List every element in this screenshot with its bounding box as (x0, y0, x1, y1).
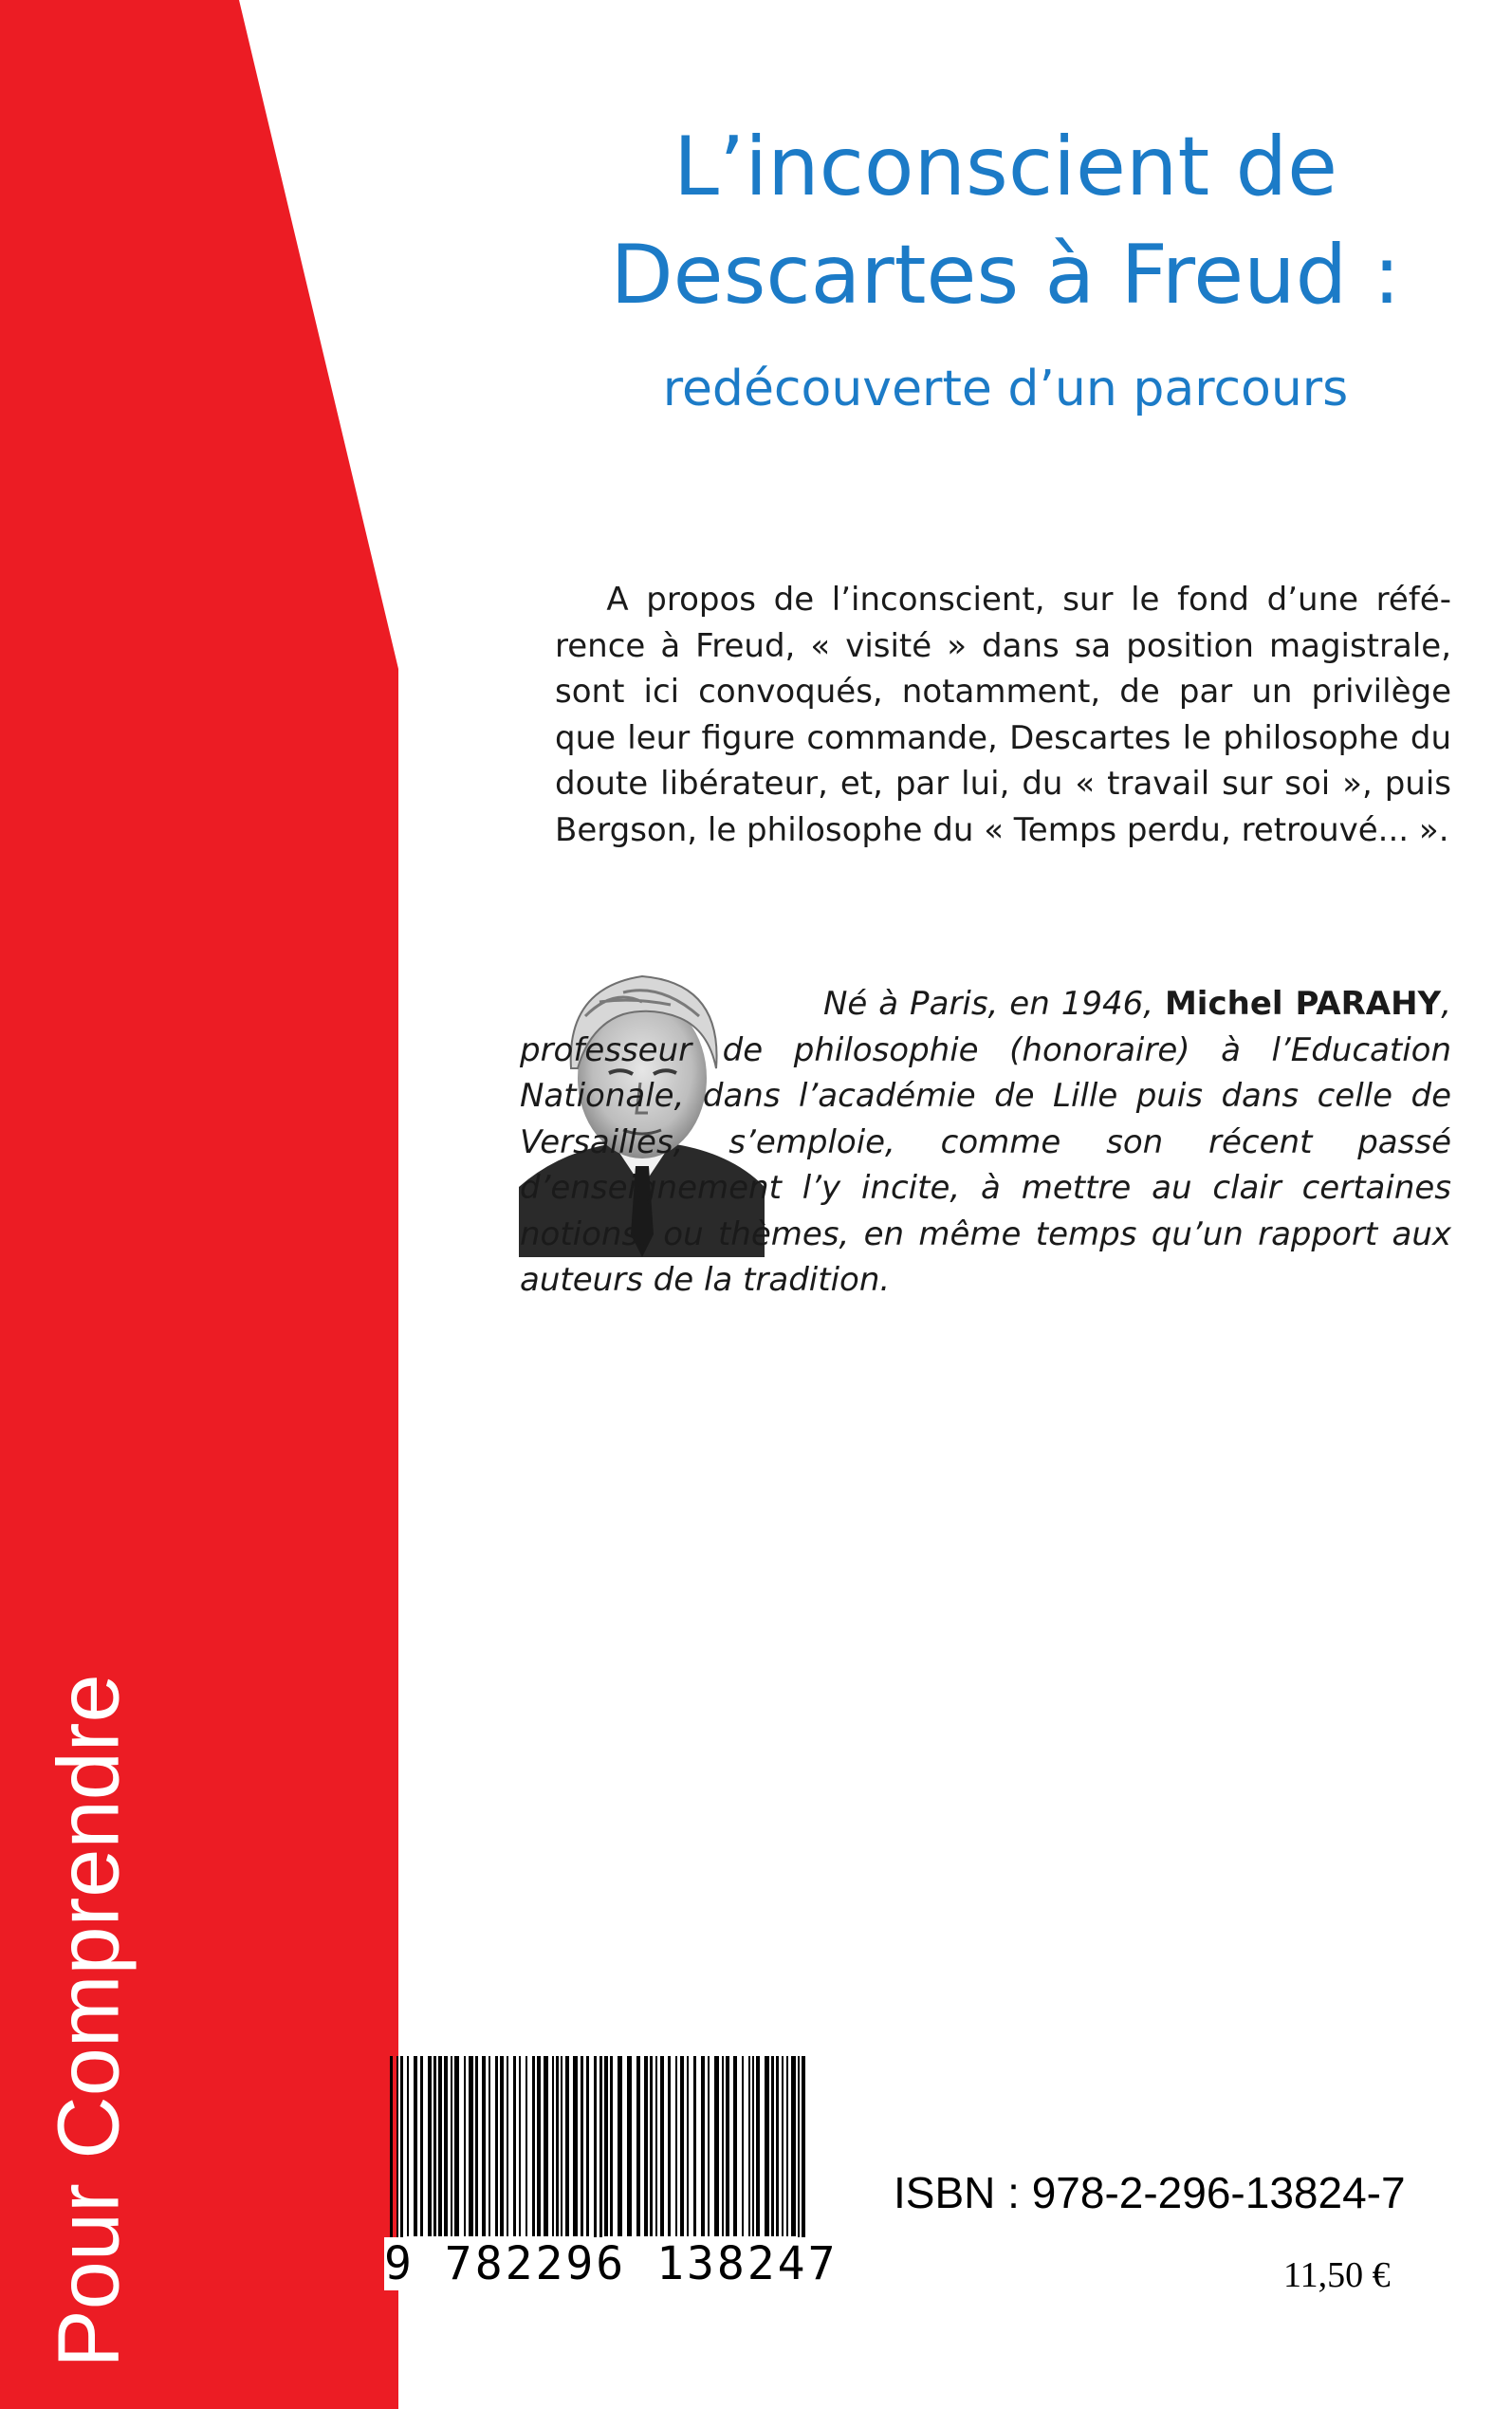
barcode-bar (636, 2056, 640, 2236)
price: 11,50 € (1283, 2255, 1391, 2295)
barcode-bar (726, 2056, 729, 2236)
barcode-bar (748, 2056, 750, 2236)
barcode-bar (438, 2056, 442, 2236)
author-name: Michel PARAHY (1164, 985, 1442, 1023)
barcode-bar (742, 2056, 744, 2236)
barcode-bar (573, 2056, 578, 2236)
barcode-bar (604, 2056, 608, 2236)
barcode-bar (776, 2056, 779, 2236)
series-label: Pour Comprendre (40, 1674, 138, 2368)
barcode-bar (660, 2056, 664, 2236)
barcode-bar (489, 2056, 490, 2236)
isbn-number: ISBN : 978-2-296-13824-7 (894, 2168, 1406, 2217)
barcode-bar (475, 2056, 478, 2236)
barcode-bar (464, 2056, 466, 2236)
barcode-bar (482, 2056, 486, 2236)
barcode-bar (765, 2056, 769, 2236)
barcode-bar (407, 2056, 409, 2236)
barcode-bar (668, 2056, 671, 2236)
barcode-bar (519, 2056, 521, 2236)
barcode-bar (526, 2056, 527, 2236)
barcode-bar (544, 2056, 548, 2236)
barcode-bar (722, 2056, 724, 2236)
book-title-line-2: Descartes à Freud : (610, 228, 1401, 323)
barcode-bar (428, 2056, 432, 2236)
author-biography (520, 981, 1451, 1304)
barcode-bar (433, 2056, 436, 2236)
barcode-bar (680, 2056, 684, 2236)
barcode-bar (561, 2056, 562, 2236)
barcode-bar (610, 2056, 613, 2236)
barcode-bar (786, 2056, 788, 2236)
barcode-bar (556, 2056, 559, 2236)
barcode-bar (618, 2056, 622, 2236)
barcode-bar (644, 2056, 648, 2236)
barcode-bar (627, 2056, 632, 2236)
barcode-bar (513, 2056, 516, 2236)
barcode-bar (655, 2056, 657, 2236)
barcode-bar (581, 2056, 583, 2236)
barcode-bar (687, 2056, 689, 2236)
back-cover-blurb: A propos de l’inconscient, sur le fond d’une référence à Freud, « visité » dans sa position magistrale, sont ici convoqués, notamment, de par un privilège que leur figure commande, Descartes le philosophe du doute libérateur, et, par lui, du « travail sur soi », puis Bergson, le philosophe du « Temps perdu, retrouvé... ». (555, 581, 1451, 849)
barcode-bar (701, 2056, 705, 2236)
barcode-bar (708, 2056, 710, 2236)
barcode-bar (782, 2056, 784, 2236)
barcode-bar (650, 2056, 653, 2236)
barcode-bar (791, 2056, 796, 2236)
barcode-bar (733, 2056, 737, 2236)
barcode-bar (756, 2056, 760, 2236)
barcode-bar (675, 2056, 677, 2236)
barcode-bar (414, 2056, 417, 2236)
barcode-bar (714, 2056, 719, 2236)
barcode-bar (532, 2056, 535, 2236)
barcode-bar (507, 2056, 508, 2236)
barcode-bar (693, 2056, 696, 2236)
bio-intro: Né à Paris, en 1946, (823, 985, 1165, 1023)
barcode-bar (752, 2056, 754, 2236)
book-subtitle: redécouverte d’un parcours (662, 361, 1349, 417)
barcode-bar (454, 2056, 459, 2236)
barcode-bar (771, 2056, 774, 2236)
barcode-bar (537, 2056, 541, 2236)
barcode-bar (495, 2056, 498, 2236)
barcode-digits: 9 782296 138247 (384, 2237, 839, 2290)
barcode-bar (469, 2056, 473, 2236)
barcode-bar (552, 2056, 554, 2236)
barcode-bar (565, 2056, 569, 2236)
barcode-bar (451, 2056, 452, 2236)
barcode-bar (420, 2056, 423, 2236)
barcode-bar (444, 2056, 448, 2236)
book-title-line-1: L’inconscient de (673, 120, 1337, 214)
barcode-bar (586, 2056, 589, 2236)
barcode-bar (500, 2056, 504, 2236)
bio-text: , professeur de philosophie (honoraire) à l’Education Nationale, dans l’académie de Lille puis dans celle de Versailles, s’emploie, comme son récent passé d’enseignement l’y incite, à mettre au clair certaines notions, ou thèmes, en même temps qu’un rapport aux auteurs de la tradition. (520, 985, 1451, 1299)
